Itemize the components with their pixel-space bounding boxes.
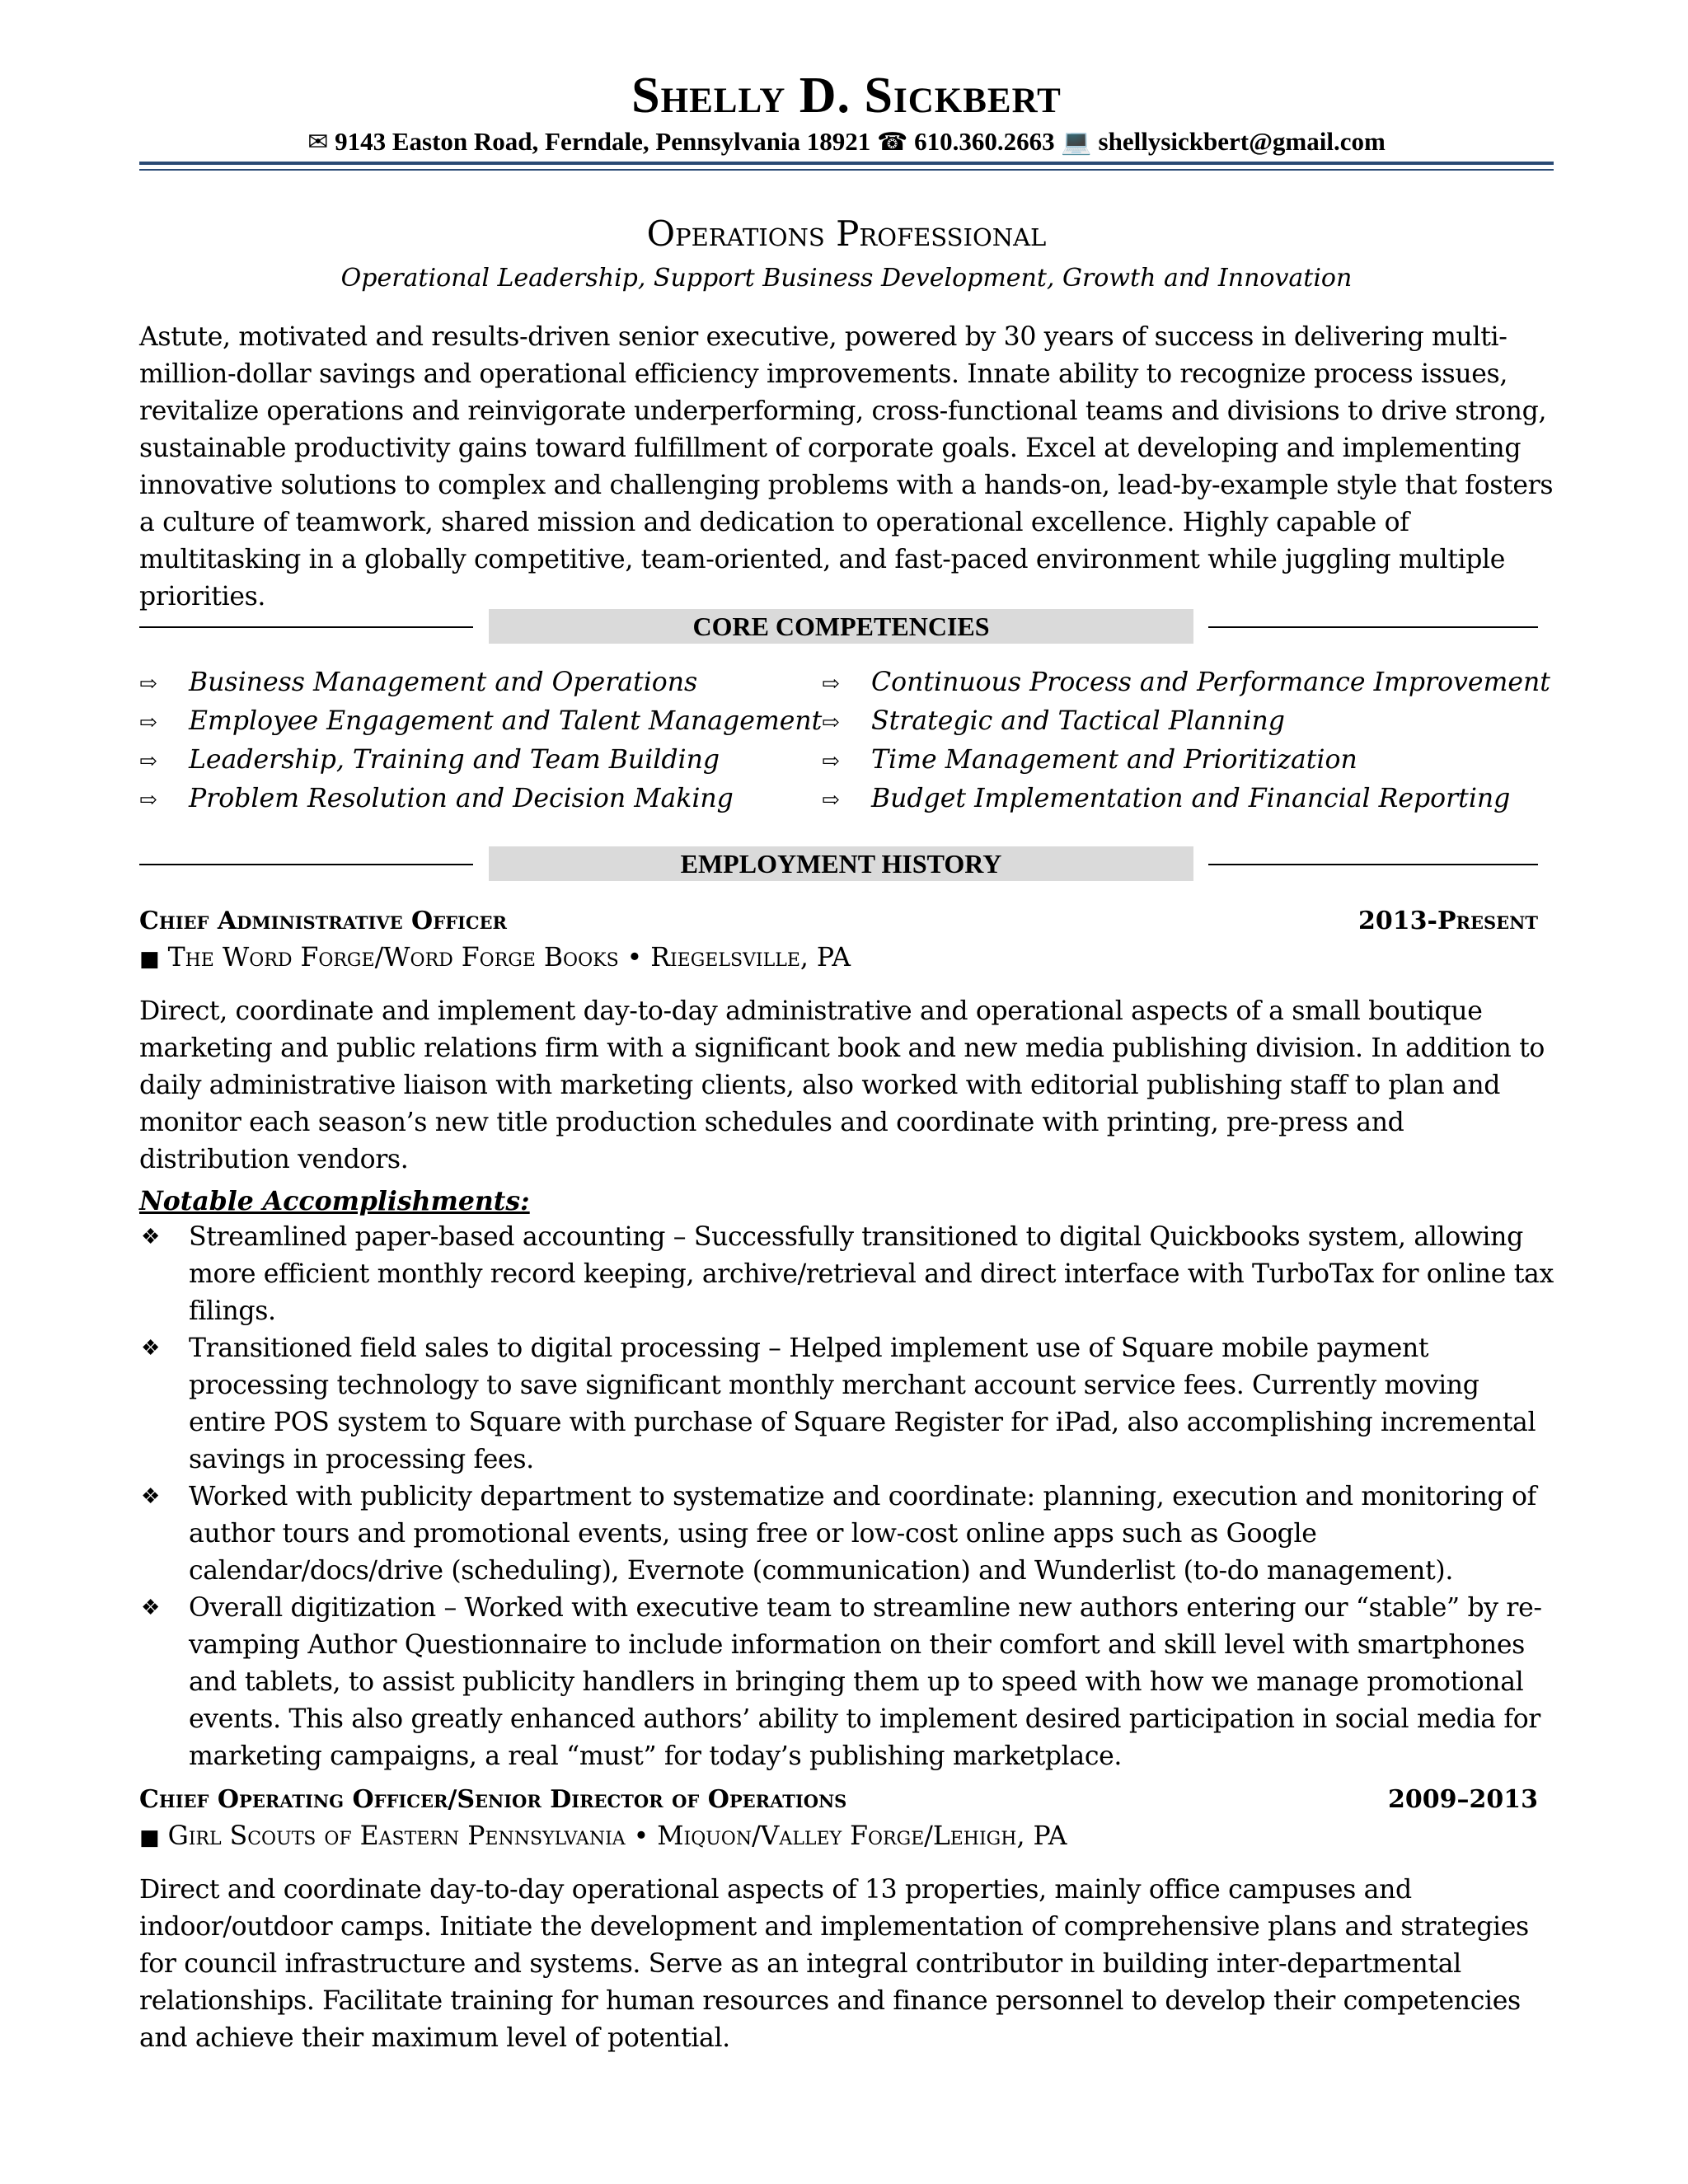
job-description: Direct, coordinate and implement day-to-day administrative and operational aspects of a small boutique marketing and public relations firm with a significant book and new media publishing division. In addition to daily administrative liaison with marketing clients, also worked with editorial publishing staff to plan and monitor each season’s new title production schedules and coordinate with printing, pre-press and distribution vendors. bbox=[139, 996, 1545, 1174]
envelope-icon: ✉ bbox=[307, 129, 329, 156]
diamond-bullet-icon: ❖ bbox=[141, 1225, 160, 1249]
diamond-bullet-icon: ❖ bbox=[141, 1596, 160, 1620]
job-title: Chief Operating Officer/Senior Director of Operations bbox=[139, 1785, 847, 1814]
divider-right bbox=[1208, 864, 1538, 865]
competency-item: ⇨ Budget Implementation and Financial Reporting bbox=[822, 780, 1550, 819]
square-bullet-icon: ■ bbox=[139, 1825, 160, 1850]
competency-list-left bbox=[139, 664, 822, 819]
divider-left bbox=[139, 864, 473, 865]
contact-line bbox=[139, 125, 1554, 159]
competency-list-right bbox=[822, 664, 1550, 819]
employment-history-heading bbox=[139, 846, 1554, 881]
candidate-name: Shelly D. Sickbert bbox=[631, 68, 1062, 124]
core-competencies-heading bbox=[139, 609, 1554, 644]
competency-item: ⇨ Problem Resolution and Decision Making bbox=[139, 780, 822, 819]
competency-item: ⇨ Strategic and Tactical Planning bbox=[822, 703, 1550, 742]
competency-item: ⇨ Continuous Process and Performance Improvement bbox=[822, 664, 1550, 703]
accomplishment-item: ❖ Worked with publicity department to systematize and coordinate: planning, execution and monitoring of author tours and promotional events, using free or low-cost online apps such as Google calendar/docs/drive (scheduling), Evernote (communication) and Wunderlist (to-do management). bbox=[139, 1479, 1554, 1590]
header-rule-thick bbox=[139, 162, 1554, 165]
header-rule-thin bbox=[139, 169, 1554, 171]
competency-item: ⇨ Leadership, Training and Team Building bbox=[139, 742, 822, 780]
job-organization: ■ The Word Forge/Word Forge Books • Riegelsville, PA bbox=[139, 943, 851, 972]
arrow-icon: ⇨ bbox=[822, 710, 840, 735]
profile-summary: Astute, motivated and results-driven senior executive, powered by 30 years of success in delivering multi-million-dollar savings and operational efficiency improvements. Innate ability to recognize process issues, revitalize operations and reinvigorate underperforming, cross-functional teams and divisions to drive strong, sustainable productivity gains toward fulfillment of corporate goals. Excel at developing and implementing innovative solutions to complex and challenging problems with a hands-on, lead-by-example style that fosters a culture of teamwork, shared mission and dedication to operational excellence. Highly capable of multitasking in a globally competitive, team-oriented, and fast-paced environment while juggling multiple priorities. bbox=[139, 322, 1554, 612]
competency-item: ⇨ Time Management and Prioritization bbox=[822, 742, 1550, 780]
job-description: Direct and coordinate day-to-day operational aspects of 13 properties, mainly office campuses and indoor/outdoor camps. Initiate the development and implementation of comprehensive plans and strategies for council infrastructure and systems. Serve as an integral contributor in building inter-departmental relationships. Facilitate training for human resources and finance personnel to develop their competencies and achieve their maximum level of potential. bbox=[139, 1875, 1529, 2053]
divider-right bbox=[1208, 626, 1538, 628]
square-bullet-icon: ■ bbox=[139, 947, 160, 972]
competency-item: ⇨ Business Management and Operations bbox=[139, 664, 822, 703]
arrow-icon: ⇨ bbox=[822, 672, 840, 696]
email-link[interactable]: shellysickbert@gmail.com bbox=[1098, 127, 1386, 156]
accomplishments-list bbox=[139, 1219, 1554, 1775]
telephone-icon: ☎ bbox=[877, 129, 908, 156]
diamond-bullet-icon: ❖ bbox=[141, 1336, 160, 1361]
arrow-icon: ⇨ bbox=[139, 749, 157, 774]
computer-icon: 💻 bbox=[1061, 129, 1092, 156]
accomplishment-item: ❖ Overall digitization – Worked with executive team to streamline new authors entering our “stable” by re-vamping Author Questionnaire to include information on their comfort and skill level with smartphones and tablets, to assist publicity handlers in bringing them up to speed with how we manage promotional events. This also greatly enhanced authors’ ability to implement desired participation in social media for marketing campaigns, a real “must” for today’s publishing marketplace. bbox=[139, 1590, 1554, 1775]
arrow-icon: ⇨ bbox=[139, 710, 157, 735]
competency-item: ⇨ Employee Engagement and Talent Management bbox=[139, 703, 822, 742]
job-dates: 2009–2013 bbox=[1388, 1785, 1538, 1814]
arrow-icon: ⇨ bbox=[822, 749, 840, 774]
accomplishments-heading: Notable Accomplishments: bbox=[139, 1186, 530, 1216]
accomplishment-item: ❖ Transitioned field sales to digital processing – Helped implement use of Square mobile payment processing technology to save significant monthly merchant account service fees. Currently moving entire POS system to Square with purchase of Square Register for iPad, also accomplishing incremental savings in processing fees. bbox=[139, 1330, 1554, 1479]
job-organization: ■ Girl Scouts of Eastern Pennsylvania • Miquon/Valley Forge/Lehigh, PA bbox=[139, 1821, 1067, 1851]
profile-title: Operations Professional bbox=[646, 213, 1047, 254]
phone: 610.360.2663 bbox=[914, 127, 1055, 156]
section-label: EMPLOYMENT HISTORY bbox=[489, 846, 1193, 881]
job-dates: 2013-Present bbox=[1358, 907, 1538, 935]
section-label: CORE COMPETENCIES bbox=[489, 609, 1193, 644]
divider-left bbox=[139, 626, 473, 628]
arrow-icon: ⇨ bbox=[139, 672, 157, 696]
address: 9143 Easton Road, Ferndale, Pennsylvania 18921 bbox=[335, 127, 871, 156]
profile-subtitle: Operational Leadership, Support Business Development, Growth and Innovation bbox=[340, 264, 1353, 293]
diamond-bullet-icon: ❖ bbox=[141, 1484, 160, 1509]
arrow-icon: ⇨ bbox=[139, 788, 157, 813]
job-title: Chief Administrative Officer bbox=[139, 907, 508, 935]
arrow-icon: ⇨ bbox=[822, 788, 840, 813]
accomplishment-item: ❖ Streamlined paper-based accounting – Successfully transitioned to digital Quickbooks system, allowing more efficient monthly record keeping, archive/retrieval and direct interface with TurboTax for online tax filings. bbox=[139, 1219, 1554, 1330]
